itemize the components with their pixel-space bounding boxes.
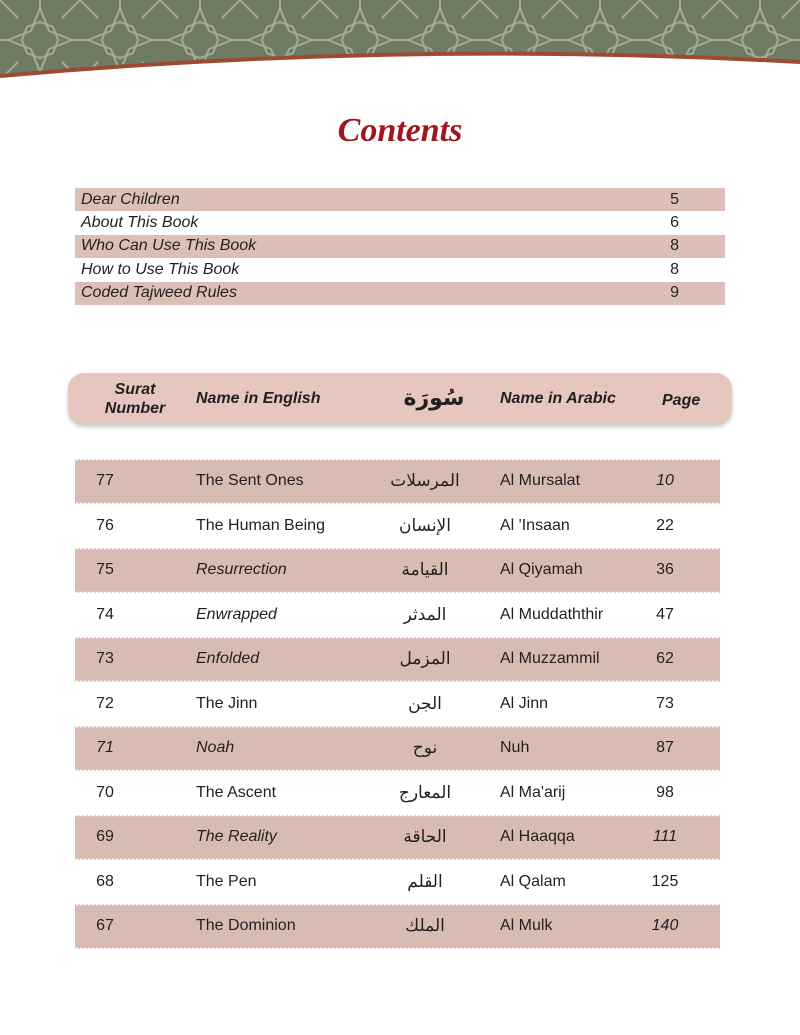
toc-page: 9 [670,284,679,302]
surah-page: 87 [656,739,674,757]
toc-label: Coded Tajweed Rules [81,284,237,302]
header-surat-line1: Surat [114,380,156,398]
table-row[interactable] [75,682,720,727]
surah-number: 68 [96,872,114,890]
toc-label: About This Book [81,214,199,232]
table-row[interactable] [75,726,720,771]
surah-name-arabic: Al Muzzammil [500,650,600,668]
surah-name-english: Enfolded [196,650,260,668]
surah-table [75,459,720,949]
surah-name-arabic: Al Mursalat [500,472,581,490]
surah-table-header [68,373,732,424]
table-row[interactable] [75,771,720,816]
surah-name-arabic: Al Qalam [500,872,566,890]
surah-name-arabic: Al Ma'arij [500,783,566,801]
header-surat-number [106,373,164,424]
surah-name-arabic-script: الجن [408,693,442,714]
toc-row-about-this-book[interactable] [75,211,725,234]
surah-page: 47 [656,605,674,623]
surah-name-arabic: Al Muddaththir [500,605,604,623]
toc-page: 5 [670,190,679,208]
surah-number: 71 [96,739,114,757]
surah-name-english: The Human Being [196,516,325,534]
surah-page: 98 [656,783,674,801]
surah-name-english: The Pen [196,872,257,890]
surah-name-arabic-script: القيامة [401,560,449,581]
surah-name-arabic: Al Qiyamah [500,561,583,579]
toc-row-dear-children[interactable] [75,188,725,211]
header-name-english: Name in English [196,390,321,407]
surah-name-arabic-script: الإنسان [399,515,451,536]
surah-number: 75 [96,561,114,579]
table-row[interactable] [75,593,720,638]
surah-number: 77 [96,472,114,490]
surah-number: 67 [96,917,114,935]
toc-row-who-can-use[interactable] [75,235,725,258]
surah-name-english: The Jinn [196,694,258,712]
surah-page: 10 [656,472,674,490]
front-matter-list [75,188,725,305]
surah-name-arabic: Nuh [500,739,530,757]
surah-name-arabic: Al 'Insaan [500,516,570,534]
surah-page: 36 [656,561,674,579]
surah-name-english: The Dominion [196,917,296,935]
surah-name-english: Resurrection [196,561,287,579]
toc-label: Who Can Use This Book [81,237,257,255]
surah-name-arabic: Al Mulk [500,917,553,935]
toc-row-how-to-use[interactable] [75,258,725,281]
toc-row-coded-tajweed[interactable] [75,282,725,305]
surah-page: 111 [652,828,678,846]
surah-number: 73 [96,650,114,668]
surah-name-arabic: Al Jinn [500,694,549,712]
header-surah-arabic-script: سُورَة [403,386,465,411]
surah-page: 22 [656,516,674,534]
table-row[interactable] [75,860,720,905]
surah-number: 74 [96,605,114,623]
surah-name-arabic-script: المدثر [403,604,447,625]
surah-name-english: Enwrapped [196,605,277,623]
toc-label: How to Use This Book [81,260,240,278]
surah-name-arabic: Al Haaqqa [500,828,575,846]
decorative-header-banner [0,0,800,90]
header-name-arabic: Name in Arabic [500,390,616,407]
surah-name-arabic-script: نوح [412,738,438,759]
surah-name-arabic-script: القلم [407,871,443,892]
toc-label: Dear Children [81,190,180,208]
table-row[interactable] [75,637,720,682]
surah-name-arabic-script: المعارج [398,782,452,803]
header-surat-line2: Number [104,399,166,417]
table-row[interactable] [75,904,720,949]
surah-name-arabic-script: المرسلات [390,471,460,492]
surah-number: 72 [96,694,114,712]
toc-page: 8 [670,260,679,278]
surah-number: 69 [96,828,114,846]
surah-number: 70 [96,783,114,801]
header-page: Page [662,392,701,409]
table-row[interactable] [75,504,720,549]
table-row[interactable] [75,548,720,593]
toc-page: 6 [670,214,679,232]
surah-page: 125 [651,872,679,890]
surah-name-english: The Ascent [196,783,277,801]
page-title: Contents [337,112,463,149]
surah-name-arabic-script: الحاقة [403,827,447,848]
toc-page: 8 [670,237,679,255]
table-row[interactable] [75,815,720,860]
surah-name-english: The Sent Ones [196,472,304,490]
surah-number: 76 [96,516,114,534]
surah-name-arabic-script: الملك [405,916,445,937]
surah-name-english: Noah [196,739,235,757]
surah-name-english: The Reality [196,828,277,846]
surah-page: 62 [656,650,674,668]
surah-page: 73 [656,694,674,712]
surah-page: 140 [651,917,679,935]
table-row[interactable] [75,459,720,504]
surah-name-arabic-script: المزمل [399,649,451,670]
